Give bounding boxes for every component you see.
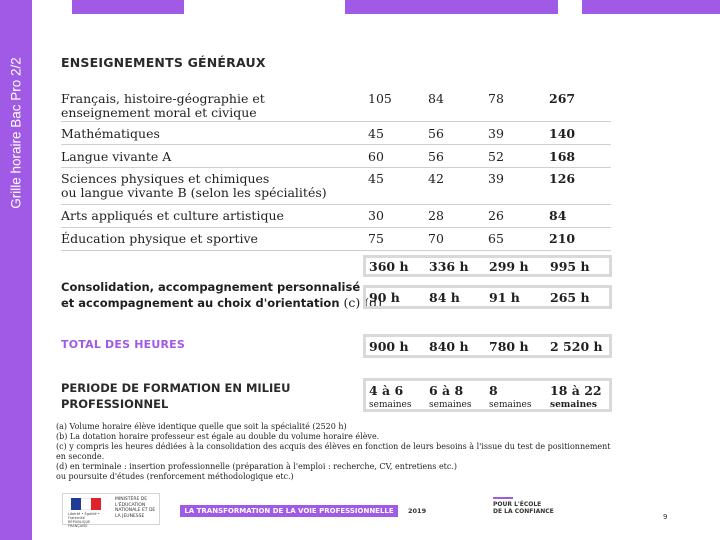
cell-year1: 75 bbox=[368, 231, 384, 246]
pfmp-year3: 8 semaines bbox=[489, 383, 532, 410]
subject-name: Mathématiques bbox=[61, 126, 160, 141]
ecole-accent-bar bbox=[493, 497, 513, 499]
cell-year2: 56 bbox=[428, 149, 444, 164]
cell-total: 267 bbox=[549, 91, 576, 106]
cell-year2: 28 bbox=[428, 208, 444, 223]
cell-year1: 105 bbox=[368, 91, 392, 106]
consolidation-year2: 84 h bbox=[429, 290, 460, 305]
table-row bbox=[61, 122, 611, 145]
cell-year2: 70 bbox=[428, 231, 444, 246]
footnote: (c) y compris les heures dédiées à la consolidation des acquis des élèves en fonction de leurs besoins à l'issue du test de positionnement bbox=[56, 442, 611, 451]
total-year2: 840 h bbox=[429, 339, 469, 354]
total-year1: 900 h bbox=[369, 339, 409, 354]
top-tab-3 bbox=[582, 0, 720, 14]
ministry-logo bbox=[62, 493, 160, 528]
subject-name: Sciences physiques et chimiques ou langue vivante B (selon les spécialités) bbox=[61, 171, 327, 200]
total-year3: 780 h bbox=[489, 339, 529, 354]
subject-name: Éducation physique et sportive bbox=[61, 231, 258, 246]
cell-year1: 30 bbox=[368, 208, 384, 223]
subtotal-year1: 360 h bbox=[369, 259, 409, 274]
french-flag-icon bbox=[71, 498, 101, 510]
cell-total: 168 bbox=[549, 149, 576, 164]
subtotal-row bbox=[363, 255, 612, 277]
footer-year: 2019 bbox=[408, 507, 427, 515]
section-title: ENSEIGNEMENTS GÉNÉRAUX bbox=[61, 55, 266, 70]
pfmp-total: 18 à 22 semaines bbox=[550, 383, 602, 410]
cell-year3: 52 bbox=[488, 149, 504, 164]
pfmp-year2: 6 à 8 semaines bbox=[429, 383, 472, 410]
table-row bbox=[61, 228, 611, 251]
subtotal-total: 995 h bbox=[550, 259, 590, 274]
cell-year1: 45 bbox=[368, 171, 384, 186]
consolidation-year3: 91 h bbox=[489, 290, 520, 305]
footnote: (d) en terminale : insertion professionnelle (préparation à l'emploi : recherche, CV, entretiens etc.) bbox=[56, 462, 458, 471]
cell-year3: 39 bbox=[488, 126, 504, 141]
cell-year2: 42 bbox=[428, 171, 444, 186]
footnote: ou poursuite d'études (renforcement méthodologique etc.) bbox=[56, 472, 294, 481]
cell-total: 140 bbox=[549, 126, 576, 141]
cell-total: 84 bbox=[549, 208, 567, 223]
cell-year3: 78 bbox=[488, 91, 504, 106]
total-total: 2 520 h bbox=[550, 339, 603, 354]
cell-total: 210 bbox=[549, 231, 576, 246]
subject-name: Arts appliqués et culture artistique bbox=[61, 208, 284, 223]
subject-name: Langue vivante A bbox=[61, 149, 172, 164]
ministry-name: MINISTÈRE DE L'ÉDUCATION NATIONALE ET DE LA JEUNESSE bbox=[115, 497, 156, 519]
total-hours-label: TOTAL DES HEURES bbox=[61, 338, 186, 351]
sidebar-title: Grille horaire Bac Pro 2/2 bbox=[8, 57, 24, 209]
flag-caption: Liberté • Égalité • Fraternité RÉPUBLIQUE FRANÇAISE bbox=[68, 512, 100, 528]
pfmp-year1: 4 à 6 semaines bbox=[369, 383, 412, 410]
consolidation-total: 265 h bbox=[550, 290, 590, 305]
cell-year3: 39 bbox=[488, 171, 504, 186]
cell-year2: 84 bbox=[428, 91, 444, 106]
ecole-logo: POUR L'ÉCOLE DE LA CONFIANCE bbox=[493, 501, 554, 515]
cell-year3: 26 bbox=[488, 208, 504, 223]
subject-name: Français, histoire-géographie et enseignement moral et civique bbox=[61, 91, 265, 120]
total-hours-row bbox=[363, 334, 612, 358]
subtotal-year2: 336 h bbox=[429, 259, 469, 274]
cell-year3: 65 bbox=[488, 231, 504, 246]
consolidation-row bbox=[363, 285, 612, 309]
pfmp-label: PERIODE DE FORMATION EN MILIEU PROFESSIONNEL bbox=[61, 381, 291, 411]
table-row bbox=[61, 205, 611, 228]
footnote: en seconde. bbox=[56, 452, 105, 461]
transformation-banner: LA TRANSFORMATION DE LA VOIE PROFESSIONNELLE bbox=[180, 505, 398, 517]
footnotes bbox=[56, 422, 611, 482]
cell-year1: 60 bbox=[368, 149, 384, 164]
footnote: (b) La dotation horaire professeur est égale au double du volume horaire élève. bbox=[56, 432, 380, 441]
table-row bbox=[61, 168, 611, 205]
cell-total: 126 bbox=[549, 171, 576, 186]
cell-year2: 56 bbox=[428, 126, 444, 141]
page-number: 9 bbox=[663, 513, 668, 521]
table-row bbox=[61, 89, 611, 122]
consolidation-year1: 90 h bbox=[369, 290, 400, 305]
footnote: (a) Volume horaire élève identique quelle que soit la spécialité (2520 h) bbox=[56, 422, 347, 431]
consolidation-label: Consolidation, accompagnement personnalisé et accompagnement au choix d'orientation (c) (d) bbox=[61, 280, 382, 310]
cell-year1: 45 bbox=[368, 126, 384, 141]
table-row bbox=[61, 145, 611, 168]
subtotal-year3: 299 h bbox=[489, 259, 529, 274]
top-tab-2 bbox=[345, 0, 558, 14]
pfmp-row bbox=[363, 378, 612, 412]
top-tab-1 bbox=[72, 0, 184, 14]
